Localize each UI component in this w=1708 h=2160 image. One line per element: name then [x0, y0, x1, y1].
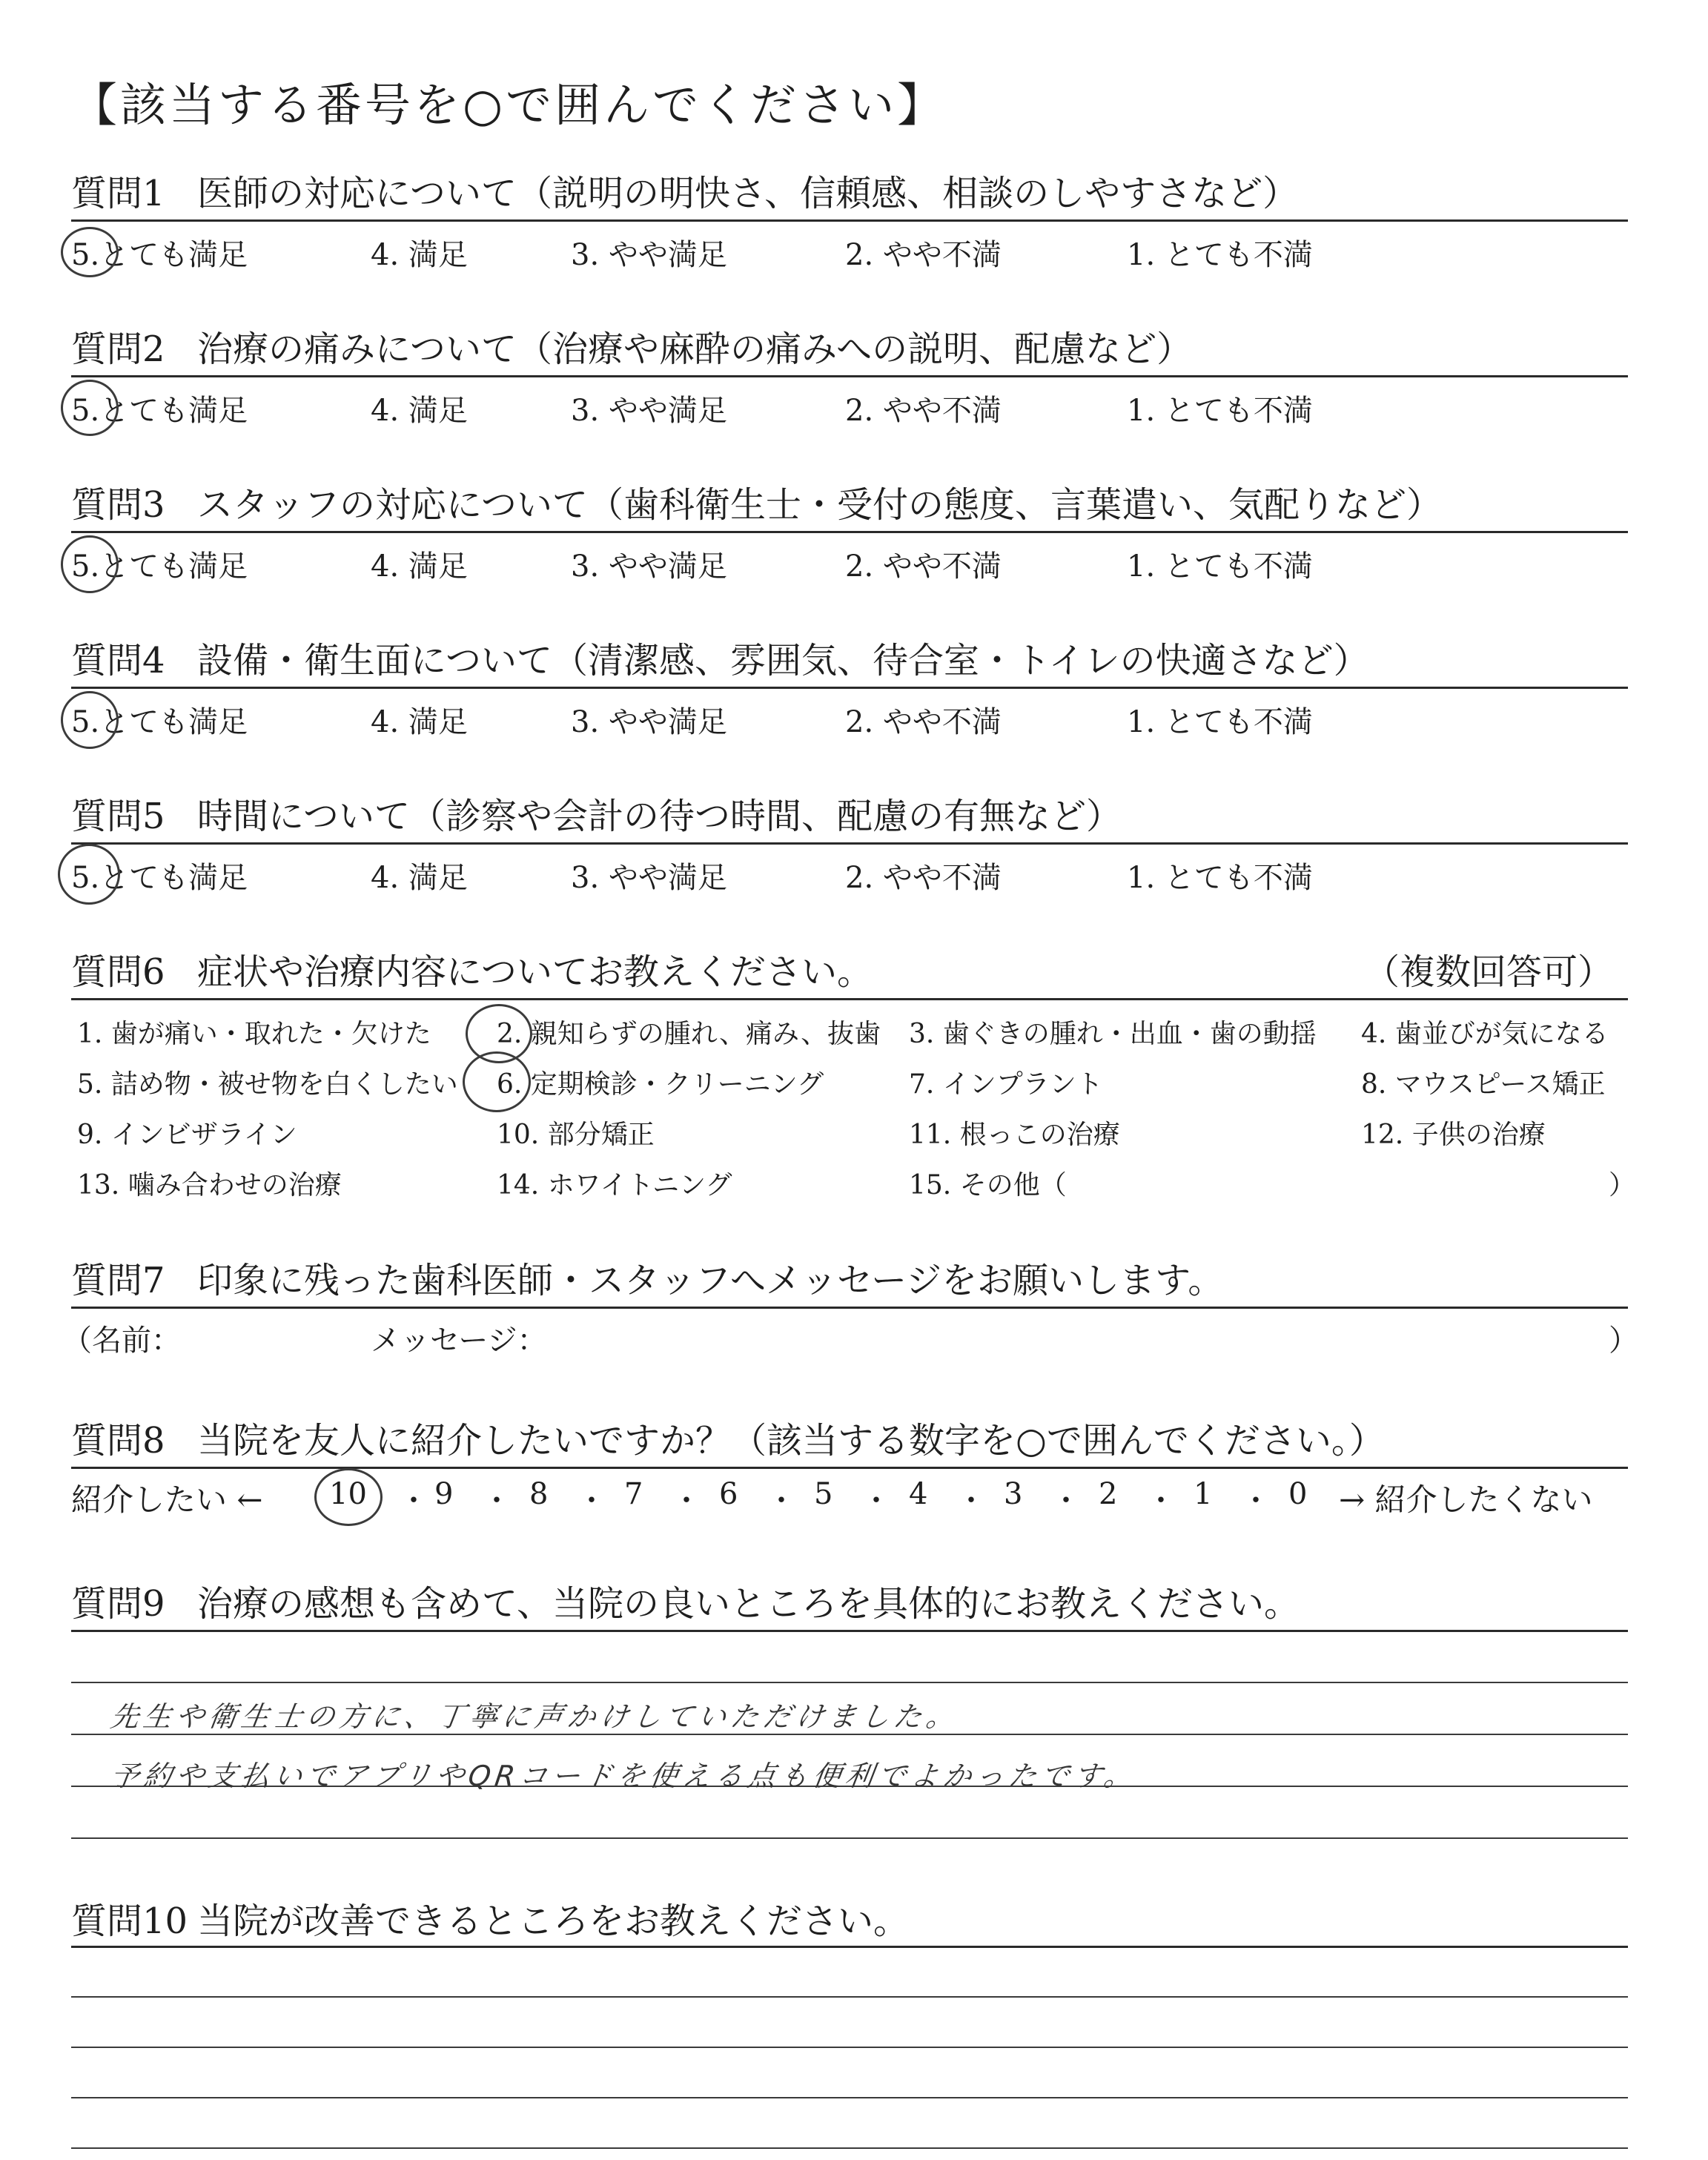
q1-option-5[interactable]: 5.とても満足: [71, 238, 248, 272]
answer-line: [71, 1996, 1628, 1998]
answer-line: [71, 2097, 1628, 2098]
question-10: [71, 1892, 909, 1943]
q6-item-9[interactable]: 9. インビザライン: [77, 1120, 297, 1150]
q8-score-10[interactable]: 10: [329, 1477, 367, 1511]
q6-item-7[interactable]: 7. インプラント: [909, 1069, 1103, 1100]
scale-dot: ・: [956, 1484, 986, 1518]
q9-answer-line-2: 予約や支払いでアプリやQRコードを使える点も便利でよかったです。: [108, 1760, 1139, 1792]
selection-circle: [61, 691, 119, 749]
q4-option-3[interactable]: 3. やや満足: [571, 705, 727, 739]
q8-score-2[interactable]: 2: [1099, 1477, 1118, 1511]
q7-name-label: （名前：: [62, 1324, 181, 1358]
question-10-text: 当院が改善できるところをお教えください。: [197, 1900, 910, 1942]
question-10-number: 質問10: [71, 1900, 188, 1942]
scale-dot: ・: [767, 1484, 796, 1518]
q8-score-5[interactable]: 5: [814, 1477, 833, 1511]
answer-line: [71, 1682, 1628, 1683]
divider: [71, 1946, 1628, 1948]
divider: [71, 1467, 1628, 1469]
question-7-text: 印象に残った歯科医師・スタッフへメッセージをお願いします。: [197, 1260, 1224, 1301]
question-6: [71, 943, 873, 994]
scale-dot: ・: [399, 1484, 428, 1518]
question-6-note: （複数回答可）: [1364, 951, 1614, 993]
question-2-text: 治療の痛みについて（治療や麻酔の痛みへの説明、配慮など）: [197, 328, 1193, 370]
q3-option-5[interactable]: 5.とても満足: [71, 549, 248, 584]
divider: [71, 1307, 1628, 1309]
question-4: [71, 632, 1369, 683]
divider: [71, 687, 1628, 689]
q8-score-7[interactable]: 7: [624, 1477, 643, 1511]
selection-circle: [463, 1051, 531, 1112]
q6-item-1[interactable]: 1. 歯が痛い・取れた・欠けた: [77, 1019, 431, 1049]
q5-option-3[interactable]: 3. やや満足: [571, 861, 727, 895]
question-7: [71, 1252, 1223, 1303]
question-2-number: 質問2: [71, 328, 165, 370]
selection-circle: [58, 844, 120, 905]
question-4-text: 設備・衛生面について（清潔感、雰囲気、待合室・トイレの快適さなど）: [197, 640, 1369, 681]
question-5-number: 質問5: [71, 796, 165, 837]
question-3: [71, 476, 1442, 527]
q8-score-0[interactable]: 0: [1288, 1477, 1308, 1511]
answer-line: [71, 2147, 1628, 2149]
q8-score-9[interactable]: 9: [434, 1477, 454, 1511]
question-9-text: 治療の感想も含めて、当院の良いところを具体的にお教えください。: [197, 1583, 1300, 1625]
q5-option-2[interactable]: 2. やや不満: [845, 861, 1002, 895]
question-1-number: 質問1: [71, 173, 165, 214]
answer-line: [71, 2047, 1628, 2048]
scale-dot: ・: [1241, 1484, 1271, 1518]
selection-circle: [61, 535, 119, 593]
question-5: [71, 787, 1122, 839]
q4-option-5[interactable]: 5.とても満足: [71, 705, 248, 739]
q8-score-8[interactable]: 8: [529, 1477, 549, 1511]
q6-item-5[interactable]: 5. 詰め物・被せ物を白くしたい: [77, 1069, 458, 1100]
divider: [71, 1630, 1628, 1632]
scale-dot: ・: [1051, 1484, 1081, 1518]
q2-option-5[interactable]: 5.とても満足: [71, 394, 248, 428]
q1-option-2[interactable]: 2. やや不満: [845, 238, 1002, 272]
q8-score-3[interactable]: 3: [1004, 1477, 1023, 1511]
q2-option-3[interactable]: 3. やや満足: [571, 394, 727, 428]
answer-line: [71, 1837, 1628, 1839]
question-3-number: 質問3: [71, 484, 165, 526]
q4-option-1[interactable]: 1. とても不満: [1127, 705, 1313, 739]
scale-dot: ・: [482, 1484, 512, 1518]
selection-circle: [61, 380, 119, 436]
q8-score-4[interactable]: 4: [909, 1477, 928, 1511]
question-5-text: 時間について（診察や会計の待つ時間、配慮の有無など）: [197, 796, 1122, 837]
divider: [71, 531, 1628, 533]
selection-circle: [314, 1468, 383, 1526]
divider: [71, 998, 1628, 1000]
q6-item-15-close: ）: [1609, 1170, 1636, 1200]
question-9-number: 質問9: [71, 1583, 165, 1625]
q5-option-1[interactable]: 1. とても不満: [1127, 861, 1313, 895]
q6-item-8[interactable]: 8. マウスピース矯正: [1361, 1069, 1606, 1100]
divider: [71, 219, 1628, 222]
question-8-text: 当院を友人に紹介したいですか？（該当する数字を○で囲んでください。）: [197, 1420, 1385, 1462]
question-7-number: 質問7: [71, 1260, 165, 1301]
divider: [71, 375, 1628, 377]
q5-option-4[interactable]: 4. 満足: [371, 861, 468, 895]
question-4-number: 質問4: [71, 640, 165, 681]
q1-option-3[interactable]: 3. やや満足: [571, 238, 727, 272]
scale-dot: ・: [672, 1484, 701, 1518]
q8-left-label: 紹介したい ←: [71, 1482, 263, 1518]
q6-item-14[interactable]: 14. ホワイトニング: [497, 1170, 732, 1200]
question-2: [71, 320, 1192, 371]
q2-option-1[interactable]: 1. とても不満: [1127, 394, 1313, 428]
q3-option-3[interactable]: 3. やや満足: [571, 549, 727, 584]
q7-close-paren: ）: [1609, 1324, 1638, 1358]
q6-item-15[interactable]: 15. その他（: [909, 1170, 1067, 1200]
question-6-text: 症状や治療内容についてお教えください。: [197, 951, 873, 993]
q5-option-5[interactable]: 5.とても満足: [71, 861, 248, 895]
q4-option-4[interactable]: 4. 満足: [371, 705, 468, 739]
divider: [71, 842, 1628, 845]
q6-item-4[interactable]: 4. 歯並びが気になる: [1361, 1019, 1609, 1049]
question-8: [71, 1412, 1385, 1463]
q2-option-4[interactable]: 4. 満足: [371, 394, 468, 428]
question-1-text: 医師の対応について（説明の明快さ、信頼感、相談のしやすさなど）: [197, 173, 1299, 214]
q8-right-label: → 紹介したくない: [1339, 1482, 1593, 1518]
q3-option-2[interactable]: 2. やや不満: [845, 549, 1002, 584]
scale-dot: ・: [577, 1484, 606, 1518]
scale-dot: ・: [861, 1484, 891, 1518]
q8-score-1[interactable]: 1: [1194, 1477, 1213, 1511]
q4-option-2[interactable]: 2. やや不満: [845, 705, 1002, 739]
q2-option-2[interactable]: 2. やや不満: [845, 394, 1002, 428]
q9-answer-line-1: 先生や衛生士の方に、丁寧に声かけしていただけました。: [108, 1700, 961, 1733]
question-1: [71, 165, 1298, 216]
q6-item-2[interactable]: 2. 親知らずの腫れ、痛み、抜歯: [497, 1019, 881, 1049]
q3-option-4[interactable]: 4. 満足: [371, 549, 468, 584]
q7-message-label: メッセージ：: [371, 1324, 547, 1358]
q6-item-11[interactable]: 11. 根っこの治療: [909, 1120, 1120, 1150]
question-3-text: スタッフの対応について（歯科衛生士・受付の態度、言葉遣い、気配りなど）: [197, 484, 1443, 526]
question-9: [71, 1575, 1300, 1626]
question-8-number: 質問8: [71, 1420, 165, 1462]
question-6-number: 質問6: [71, 951, 165, 993]
q6-item-10[interactable]: 10. 部分矯正: [497, 1120, 655, 1150]
scale-dot: ・: [1146, 1484, 1176, 1518]
q6-item-13[interactable]: 13. 噛み合わせの治療: [77, 1170, 342, 1200]
q6-item-12[interactable]: 12. 子供の治療: [1361, 1120, 1546, 1150]
q8-score-6[interactable]: 6: [719, 1477, 738, 1511]
selection-circle: [61, 227, 119, 277]
q6-item-6[interactable]: 6. 定期検診・クリーニング: [497, 1069, 824, 1100]
q6-item-3[interactable]: 3. 歯ぐきの腫れ・出血・歯の動揺: [909, 1019, 1317, 1049]
q1-option-1[interactable]: 1. とても不満: [1127, 238, 1313, 272]
q3-option-1[interactable]: 1. とても不満: [1127, 549, 1313, 584]
q1-option-4[interactable]: 4. 満足: [371, 238, 468, 272]
form-title: 【該当する番号を○で囲んでください】: [71, 78, 947, 132]
